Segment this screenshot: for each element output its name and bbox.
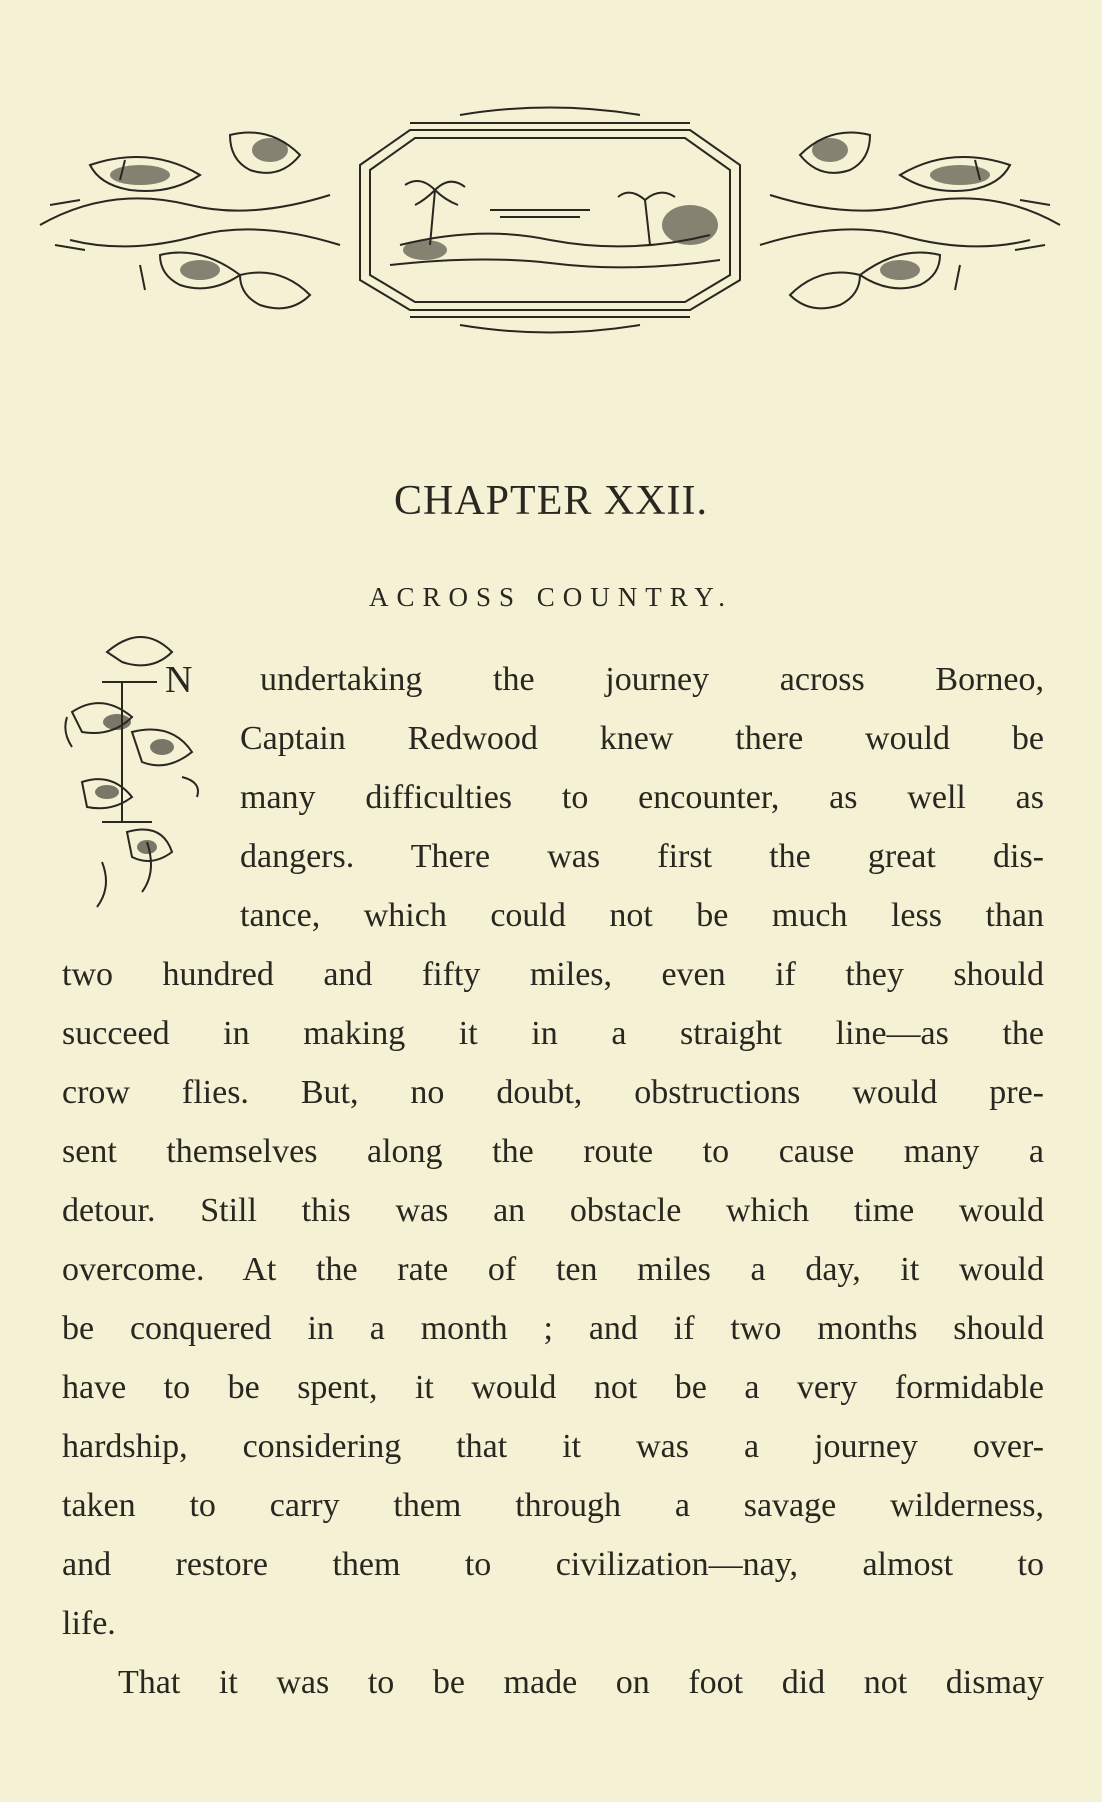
body-line: have to be spent, it would not be a very formidable — [62, 1369, 1044, 1406]
chapter-subtitle: ACROSS COUNTRY. — [368, 582, 734, 612]
body-line: overcome. At the rate of ten miles a day, it would — [62, 1251, 1044, 1288]
body-line: crow flies. But, no doubt, obstructions would pre- — [62, 1074, 1044, 1111]
body-line: be conquered in a month ; and if two months should — [62, 1310, 1044, 1347]
body-line: That it was to be made on foot did not dismay — [118, 1664, 1044, 1701]
body-line: detour. Still this was an obstacle which time would — [62, 1192, 1044, 1229]
body-line: dangers. There was first the great dis- — [240, 838, 1044, 875]
ornamental-headpiece — [30, 105, 1070, 335]
body-line: undertaking the journey across Borneo, — [260, 661, 1044, 698]
body-line: many difficulties to encounter, as well as — [240, 779, 1044, 816]
body-line: Captain Redwood knew there would be — [240, 720, 1044, 757]
body-line: two hundred and fifty miles, even if they should — [62, 956, 1044, 993]
body-line: and restore them to civilization—nay, almost to — [62, 1546, 1044, 1583]
dropcap-letter: N — [165, 659, 193, 701]
body-line: tance, which could not be much less than — [240, 897, 1044, 934]
body-line: life. — [62, 1605, 116, 1642]
body-line: hardship, considering that it was a journey over- — [62, 1428, 1044, 1465]
chapter-title: CHAPTER XXII. — [394, 478, 708, 524]
body-line: taken to carry them through a savage wilderness, — [62, 1487, 1044, 1524]
body-line: succeed in making it in a straight line—as the — [62, 1015, 1044, 1052]
body-line: sent themselves along the route to cause many a — [62, 1133, 1044, 1170]
